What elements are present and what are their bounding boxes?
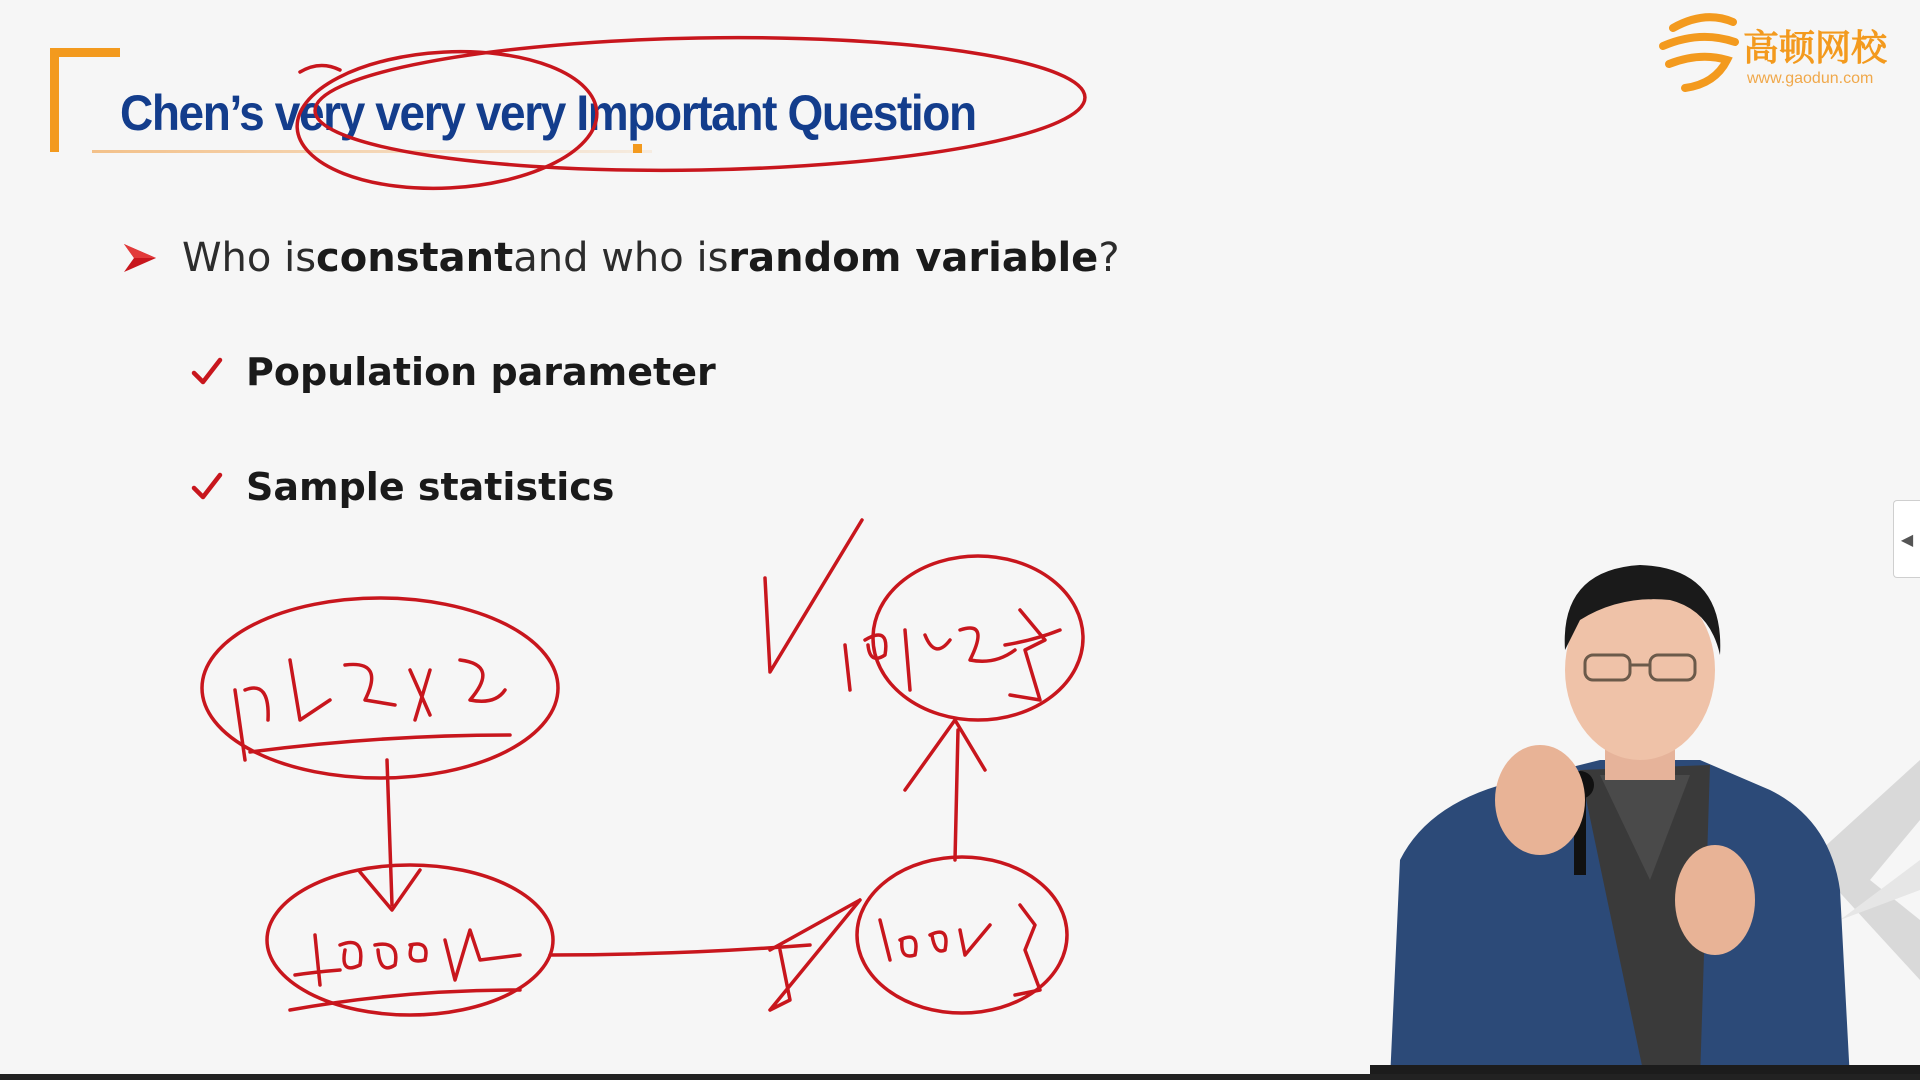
- annotation-connector-line: [550, 945, 810, 955]
- check-icon: [190, 470, 224, 504]
- presenter-figure: [1370, 560, 1920, 1080]
- annotation-bottom-right-ellipse: [857, 857, 1067, 1013]
- sub-item-label: Sample statistics: [246, 465, 615, 509]
- annotation-arrow-down-head: [360, 870, 420, 910]
- bullet-text-mid: and who is: [513, 235, 729, 281]
- annotation-big-check: [765, 520, 862, 672]
- title-accent-dot: [633, 144, 642, 153]
- sub-item-sample-statistics: [190, 465, 614, 509]
- annotation-population-scribble: [235, 660, 505, 760]
- main-bullet-question: [120, 235, 1120, 281]
- annotation-arrow-up-line: [955, 730, 958, 860]
- annotation-bottom-right-x: [770, 900, 860, 1010]
- annotation-title-tick: [300, 65, 340, 72]
- side-panel-toggle[interactable]: [1893, 500, 1920, 578]
- bullet-text-post: ?: [1098, 235, 1120, 281]
- logo-swirl-icon: [1655, 8, 1745, 93]
- video-bottom-edge: [0, 1074, 1920, 1080]
- sub-item-label: Population parameter: [246, 350, 716, 394]
- annotation-arrow-down-line: [387, 760, 392, 905]
- presenter-left-hand: [1495, 745, 1585, 855]
- arrow-icon: [120, 238, 160, 278]
- bullet-text-pre: Who is: [182, 235, 317, 281]
- gaodun-logo: [1655, 8, 1917, 93]
- collapse-left-icon: ◀: [1900, 529, 1914, 549]
- annotation-top-right-scribble: [845, 610, 1060, 700]
- annotation-top-right-ellipse: [873, 556, 1083, 720]
- bullet-text-constant: constant: [316, 235, 514, 281]
- annotation-bottom-right-scribble: [880, 905, 1040, 995]
- title-underline: [92, 150, 652, 153]
- logo-url: www.gaodun.com: [1747, 70, 1874, 87]
- slide-title: Chen’s very very very Important Question: [120, 85, 976, 141]
- annotation-population-underline: [250, 735, 510, 752]
- annotation-arrow-up-head: [905, 720, 985, 790]
- annotation-population-ellipse: [202, 598, 558, 778]
- check-icon: [190, 355, 224, 389]
- annotation-sample-scribble: [295, 930, 520, 985]
- annotation-sample-ellipse: [267, 865, 553, 1015]
- logo-chinese-name: 高顿网校: [1743, 28, 1888, 69]
- presenter-right-hand: [1675, 845, 1755, 955]
- sub-item-population-parameter: [190, 350, 716, 394]
- title-bracket-decoration: [50, 48, 120, 152]
- annotation-sample-underline: [290, 990, 520, 1010]
- bullet-text-random-variable: random variable: [728, 235, 1099, 281]
